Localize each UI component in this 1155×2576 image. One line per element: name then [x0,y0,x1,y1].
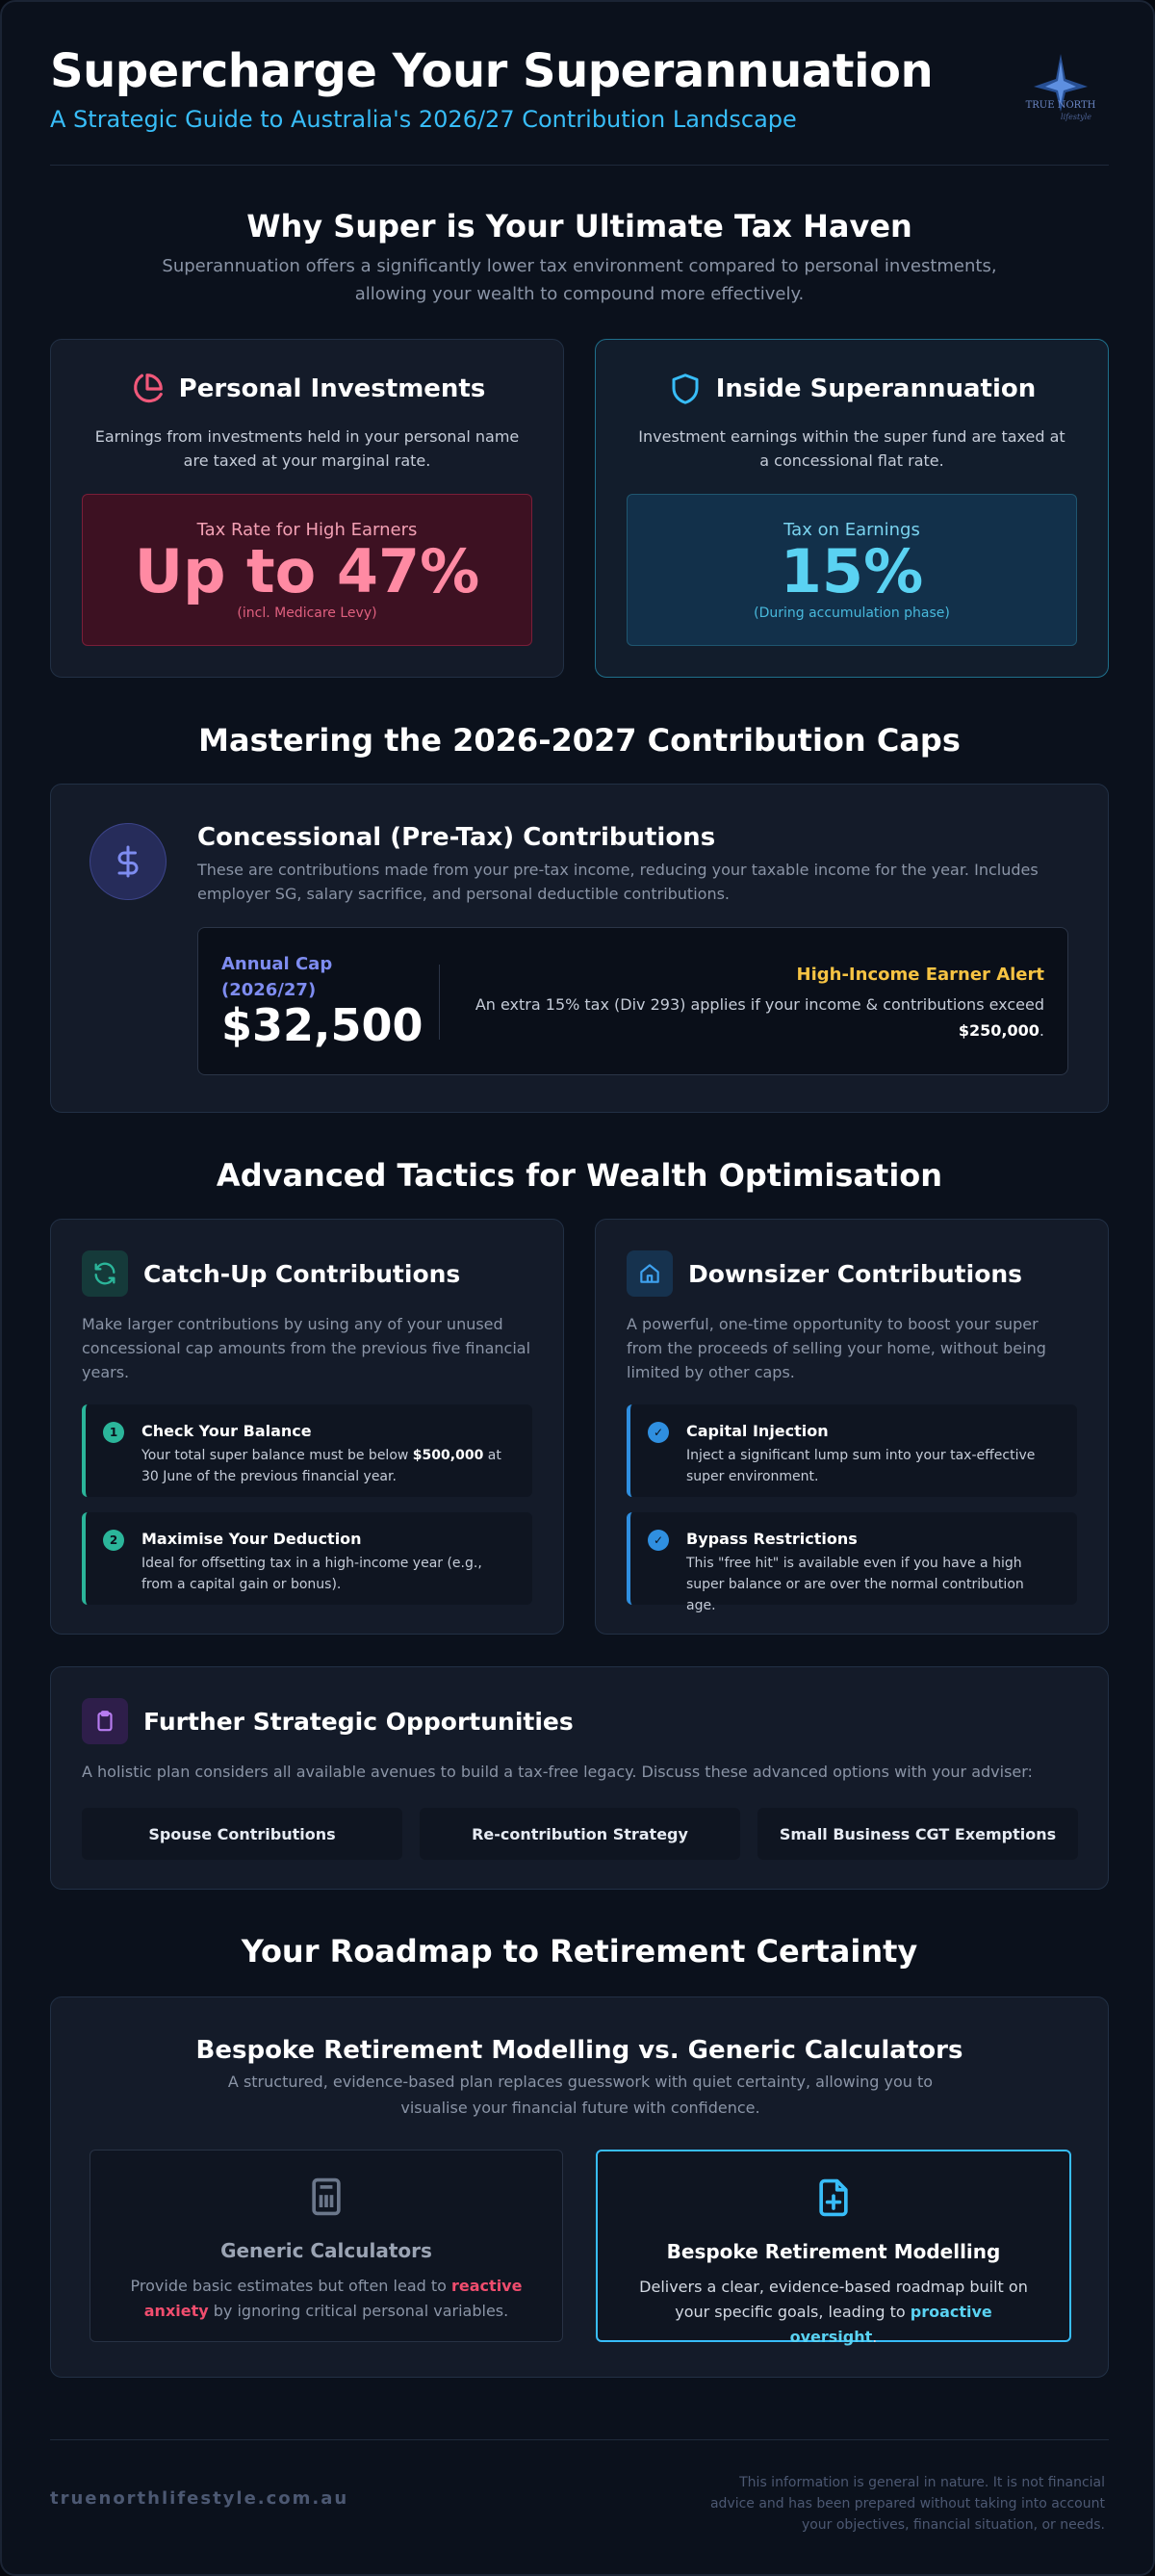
bespoke-text-pre: Delivers a clear, evidence-based roadmap built on your specific goals, leading to [639,2278,1028,2321]
logo-text: TRUE NORTH [1025,100,1096,111]
annual-cap-box [197,927,1068,1075]
step-title: Capital Injection [686,1422,829,1440]
step-text-bold: $500,000 [412,1448,484,1463]
inside-super-card [595,339,1109,678]
home-icon [637,1261,662,1286]
refresh-icon [91,1260,118,1287]
roadmap-heading: Bespoke Retirement Modelling vs. Generic Calculators [195,2036,963,2065]
annual-cap-value: $32,500 [221,999,424,1051]
downsizer-heading: Downsizer Contributions [688,1260,1023,1288]
footer-website-link[interactable]: truenorthlifestyle.com.au [50,2488,349,2509]
further-heading: Further Strategic Opportunities [143,1708,574,1736]
catch-up-card [50,1219,564,1635]
step-text: This "free hit" is available even if you have a high super balance or are over the normal contribution age. [686,1556,1024,1613]
home-icon-badge [627,1250,673,1297]
caps-title: Mastering the 2026-2027 Contribution Caps [198,722,961,759]
option-spouse-contributions: Spouse Contributions [82,1808,402,1860]
tax-haven-description: Superannuation offers a significantly lower tax environment compared to personal investments, allowing your wealth to compound more effectively. [162,256,997,304]
high-income-alert-title: High-Income Earner Alert [796,965,1044,985]
step-text-post: at 30 June of the previous financial year. [141,1448,501,1484]
option-recontribution-strategy: Re-contribution Strategy [420,1808,740,1860]
step-check-balance [82,1404,532,1497]
dollar-icon [111,842,145,881]
bespoke-modelling-title: Bespoke Retirement Modelling [666,2240,1001,2263]
step-capital-injection [627,1404,1077,1497]
clipboard-icon-badge [82,1698,128,1744]
check-icon: ✓ [648,1530,669,1551]
bespoke-text-post: . [872,2328,878,2346]
high-earner-rate-label: Tax Rate for High Earners [196,520,418,540]
concessional-description: These are contributions made from your pre-tax income, reducing your taxable income for the year. Includes employer SG, salary sacrifice, and personal deductible contributions. [197,861,1039,903]
high-earner-rate-value: Up to 47% [134,536,480,606]
further-opportunities-card [50,1666,1109,1890]
pie-chart-icon [129,371,166,407]
alert-threshold: $250,000 [958,1021,1040,1040]
page-title: Supercharge Your Superannuation [50,44,934,98]
high-income-alert-text [467,992,1044,1043]
header [50,44,1109,166]
further-description: A holistic plan considers all available avenues to build a tax-free legacy. Discuss these advanced options with your adviser: [82,1763,1033,1781]
logo-script: lifestyle [1061,113,1091,121]
generic-calculators-text [125,2274,527,2324]
inside-super-text: Investment earnings within the super fund are taxed at a concessional flat rate. [638,427,1065,470]
earnings-tax-note: (During accumulation phase) [754,605,950,621]
generic-calculators-title: Generic Calculators [220,2239,432,2262]
step-number-badge: 2 [103,1530,124,1551]
true-north-logo [1013,52,1109,125]
inside-super-header [596,371,1108,407]
alert-text-pre: An extra 15% tax (Div 293) applies if your income & contributions exceed [475,995,1044,1014]
clipboard-icon [92,1709,117,1734]
check-icon: ✓ [648,1422,669,1443]
cap-divider [439,965,440,1040]
roadmap-title: Your Roadmap to Retirement Certainty [241,1933,918,1970]
shield-icon [668,371,703,407]
step-title: Maximise Your Deduction [141,1530,362,1548]
step-text-pre: Your total super balance must be below [141,1448,413,1463]
downsizer-description: A powerful, one-time opportunity to boost your super from the proceeds of selling your home, without being limited by other caps. [627,1315,1046,1381]
concessional-card [50,784,1109,1113]
file-plus-icon [812,2175,855,2221]
dollar-icon-badge [90,823,167,900]
high-earner-rate-note: (incl. Medicare Levy) [237,605,377,621]
personal-investments-header [51,371,563,407]
step-text: Ideal for offsetting tax in a high-income year (e.g., from a capital gain or bonus). [141,1556,482,1592]
step-bypass-restrictions [627,1512,1077,1613]
step-text [141,1445,509,1487]
generic-text-pre: Provide basic estimates but often lead to [130,2277,452,2295]
calculator-icon-wrap [90,2174,562,2220]
footer-divider [50,2439,1109,2440]
file-plus-icon-wrap [598,2175,1069,2221]
catch-up-heading: Catch-Up Contributions [143,1260,461,1288]
reactive-anxiety-highlight: reactive anxiety [143,2277,523,2320]
step-text: Inject a significant lump sum into your tax-effective super environment. [686,1448,1036,1484]
page-subtitle: A Strategic Guide to Australia's 2026/27 Contribution Landscape [50,106,797,133]
generic-calculators-panel [90,2150,563,2342]
inside-super-heading: Inside Superannuation [715,374,1037,403]
earnings-tax-value: 15% [780,536,924,606]
earnings-tax-box [627,494,1077,646]
bespoke-modelling-panel [596,2150,1071,2346]
personal-investments-heading: Personal Investments [178,374,486,403]
tax-haven-title: Why Super is Your Ultimate Tax Haven [246,208,912,245]
step-title: Bypass Restrictions [686,1530,858,1548]
high-earner-rate-box [82,494,532,646]
concessional-heading: Concessional (Pre-Tax) Contributions [197,823,716,852]
roadmap-card [50,1996,1109,2378]
annual-cap-label: Annual Cap (2026/27) [221,954,333,1000]
footer-disclaimer: This information is general in nature. It is not financial advice and has been prepared without taking into account your objectives, financial situation, or needs. [709,2475,1105,2533]
roadmap-description: A structured, evidence-based plan replaces guesswork with quiet certainty, allowing you to visualise your financial future with confidence. [227,2073,934,2117]
personal-investments-card [50,339,564,678]
step-title: Check Your Balance [141,1422,312,1440]
calculator-icon [305,2174,347,2220]
downsizer-card [595,1219,1109,1635]
catch-up-description: Make larger contributions by using any of your unused concessional cap amounts from the previous five financial years. [82,1315,531,1381]
generic-text-post: by ignoring critical personal variables. [208,2302,509,2320]
earnings-tax-label: Tax on Earnings [783,520,920,540]
refresh-icon-badge [82,1250,128,1297]
step-number-badge: 1 [103,1422,124,1443]
proactive-oversight-highlight: proactive oversight [789,2303,992,2346]
alert-text-post: . [1039,1021,1044,1040]
option-small-business-cgt: Small Business CGT Exemptions [757,1808,1078,1860]
bespoke-modelling-text [632,2275,1035,2350]
step-maximise-deduction [82,1512,532,1605]
tactics-title: Advanced Tactics for Wealth Optimisation [216,1157,943,1194]
personal-investments-text: Earnings from investments held in your personal name are taxed at your marginal rate. [94,427,520,470]
